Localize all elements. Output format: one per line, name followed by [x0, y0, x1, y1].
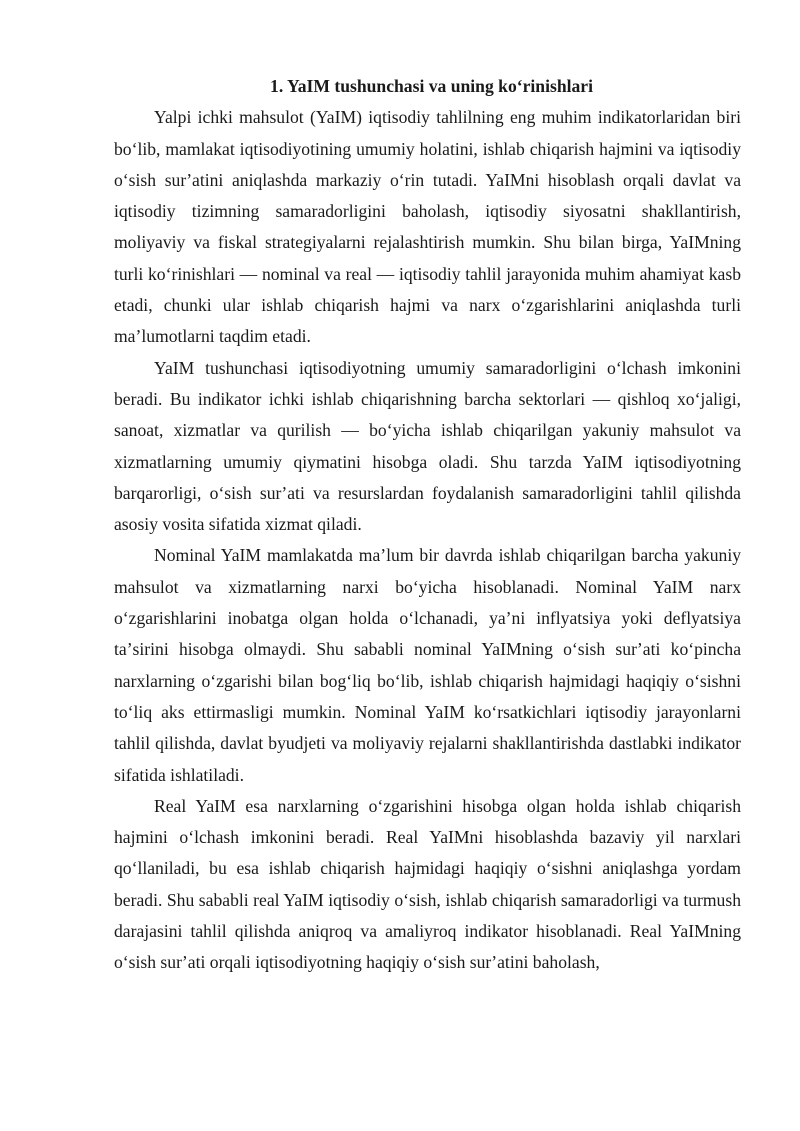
paragraph-4: Real YaIM esa narxlarning oʻzgarishini hisobga olgan holda ishlab chiqarish hajmini oʻlchash imkonini beradi. Real YaIMni hisoblashda bazaviy yil narxlari qoʻllaniladi, bu esa ishlab chiqarish hajmidagi haqiqiy oʻsishni aniqlashga yordam beradi. Shu sababli real YaIM iqtisodiy oʻsish, ishlab chiqarish samaradorligi va turmush darajasini tahlil qilishda aniqroq va amaliyroq indikator hisoblanadi. Real YaIMning oʻsish surʼati orqali iqtisodiyotning haqiqiy oʻsish surʼatini baholash,	[114, 795, 741, 973]
paragraph-3: Nominal YaIM mamlakatda maʼlum bir davrda ishlab chiqarilgan barcha yakuniy mahsulot va xizmatlarning narxi boʻyicha hisoblanadi. Nominal YaIM narx oʻzgarishlarini inobatga olgan holda oʻlchanadi, yaʼni inflyatsiya yoki deflyatsiya taʼsirini hisobga olmaydi. Shu sababli nominal YaIMning oʻsish surʼati koʻpincha narxlarning oʻzgarishi bilan bogʻliq boʻlib, ishlab chiqarish hajmidagi haqiqiy oʻsishni toʻliq aks ettirmasligi mumkin. Nominal YaIM koʻrsatkichlari iqtisodiy jarayonlarni tahlil qilishda, davlat byudjeti va moliyaviy rejalarni shakllantirishda dastlabki indikator sifatida ishlatiladi.	[114, 545, 741, 785]
section-title: 1. YaIM tushunchasi va uning koʻrinishlari	[270, 76, 593, 96]
paragraph-2: YaIM tushunchasi iqtisodiyotning umumiy samaradorligini oʻlchash imkonini beradi. Bu indikator ichki ishlab chiqarishning barcha sektorlari — qishloq xoʻjaligi, sanoat, xizmatlar va qurilish — boʻyicha ishlab chiqarilgan yakuniy mahsulot va xizmatlarning umumiy qiymatini hisobga oladi. Shu tarzda YaIM iqtisodiyotning barqarorligi, oʻsish surʼati va resurslardan foydalanish samaradorligini tahlil qilishda asosiy vosita sifatida xizmat qiladi.	[114, 357, 741, 535]
paragraph-1: Yalpi ichki mahsulot (YaIM) iqtisodiy tahlilning eng muhim indikatorlaridan biri boʻlib, mamlakat iqtisodiyotining umumiy holatini, ishlab chiqarish hajmini va iqtisodiy oʻsish surʼatini aniqlashda markaziy oʻrin tutadi. YaIMni hisoblash orqali davlat va iqtisodiy tizimning samaradorligini baholash, iqtisodiy siyosatni shakllantirish, moliyaviy va fiskal strategiyalarni rejalashtirish mumkin. Shu bilan birga, YaIMning turli koʻrinishlari — nominal va real — iqtisodiy tahlil jarayonida muhim ahamiyat kasb etadi, chunki ular ishlab chiqarish hajmi va narx oʻzgarishlarini aniqlashda turli maʼlumotlarni taqdim etadi.	[114, 107, 741, 347]
document-page	[114, 71, 741, 979]
